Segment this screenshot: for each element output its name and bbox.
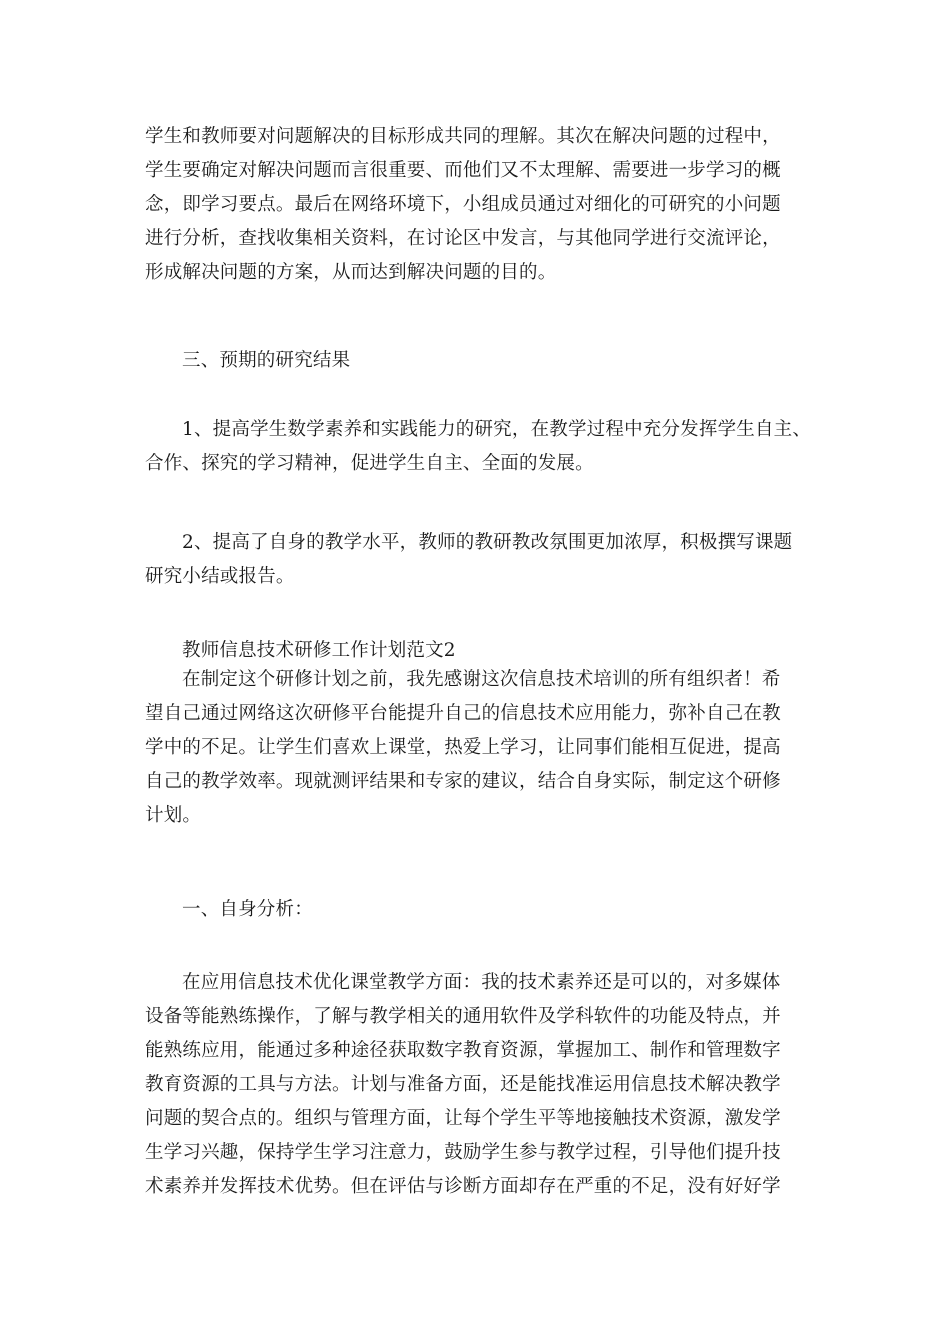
text-line: 生学习兴趣，保持学生学习注意力，鼓励学生参与教学过程，引导他们提升技 [145, 1142, 781, 1163]
title-text: 教师信息技术研修工作计划范文2 [182, 640, 456, 661]
text-line: 2、提高了自身的教学水平，教师的教研教改氛围更加浓厚，积极撰写课题 [182, 532, 793, 553]
paragraph-problem-solving [145, 120, 817, 290]
text-line: 问题的契合点的。组织与管理方面，让每个学生平等地接触技术资源，激发学 [145, 1108, 781, 1129]
text-line: 1、提高学生数学素养和实践能力的研究，在教学过程中充分发挥学生自主、 [182, 419, 812, 440]
text-line: 形成解决问题的方案，从而达到解决问题的目的。 [145, 262, 557, 283]
text-line: 在应用信息技术优化课堂教学方面：我的技术素养还是可以的，对多媒体 [182, 972, 781, 993]
text-line: 学中的不足。让学生们喜欢上课堂，热爱上学习，让同事们能相互促进，提高 [145, 737, 781, 758]
text-line: 教育资源的工具与方法。计划与准备方面，还是能找准运用信息技术解决教学 [145, 1074, 781, 1095]
text-line: 能熟练应用，能通过多种途径获取数字教育资源，掌握加工、制作和管理数字 [145, 1040, 781, 1061]
text-line: 进行分析，查找收集相关资料，在讨论区中发言，与其他同学进行交流评论， [145, 228, 781, 249]
text-line: 望自己通过网络这次研修平台能提升自己的信息技术应用能力，弥补自己在教 [145, 703, 781, 724]
paragraph-result-1 [145, 413, 817, 481]
heading-text: 三、预期的研究结果 [182, 350, 351, 371]
text-line: 自己的教学效率。现就测评结果和专家的建议，结合自身实际，制定这个研修 [145, 771, 781, 792]
text-line: 术素养并发挥技术优势。但在评估与诊断方面却存在严重的不足，没有好好学 [145, 1176, 781, 1197]
section-heading-expected-results [145, 344, 817, 378]
text-line: 学生和教师要对问题解决的目标形成共同的理解。其次在解决问题的过程中， [145, 126, 781, 147]
text-line: 合作、探究的学习精神，促进学生自主、全面的发展。 [145, 453, 594, 474]
text-line: 学生要确定对解决问题而言很重要、而他们又不太理解、需要进一步学习的概 [145, 160, 781, 181]
paragraph-result-2 [145, 526, 817, 594]
paragraph-introduction [145, 663, 817, 833]
text-line: 计划。 [145, 805, 202, 826]
text-line: 念，即学习要点。最后在网络环境下，小组成员通过对细化的可研究的小问题 [145, 194, 781, 215]
heading-text: 一、自身分析： [182, 899, 313, 920]
text-line: 在制定这个研修计划之前，我先感谢这次信息技术培训的所有组织者！希 [182, 669, 781, 690]
paragraph-self-analysis [145, 966, 817, 1204]
text-line: 设备等能熟练操作，了解与教学相关的通用软件及学科软件的功能及特点，并 [145, 1006, 781, 1027]
section-heading-self-analysis [145, 893, 817, 927]
text-line: 研究小结或报告。 [145, 566, 295, 587]
